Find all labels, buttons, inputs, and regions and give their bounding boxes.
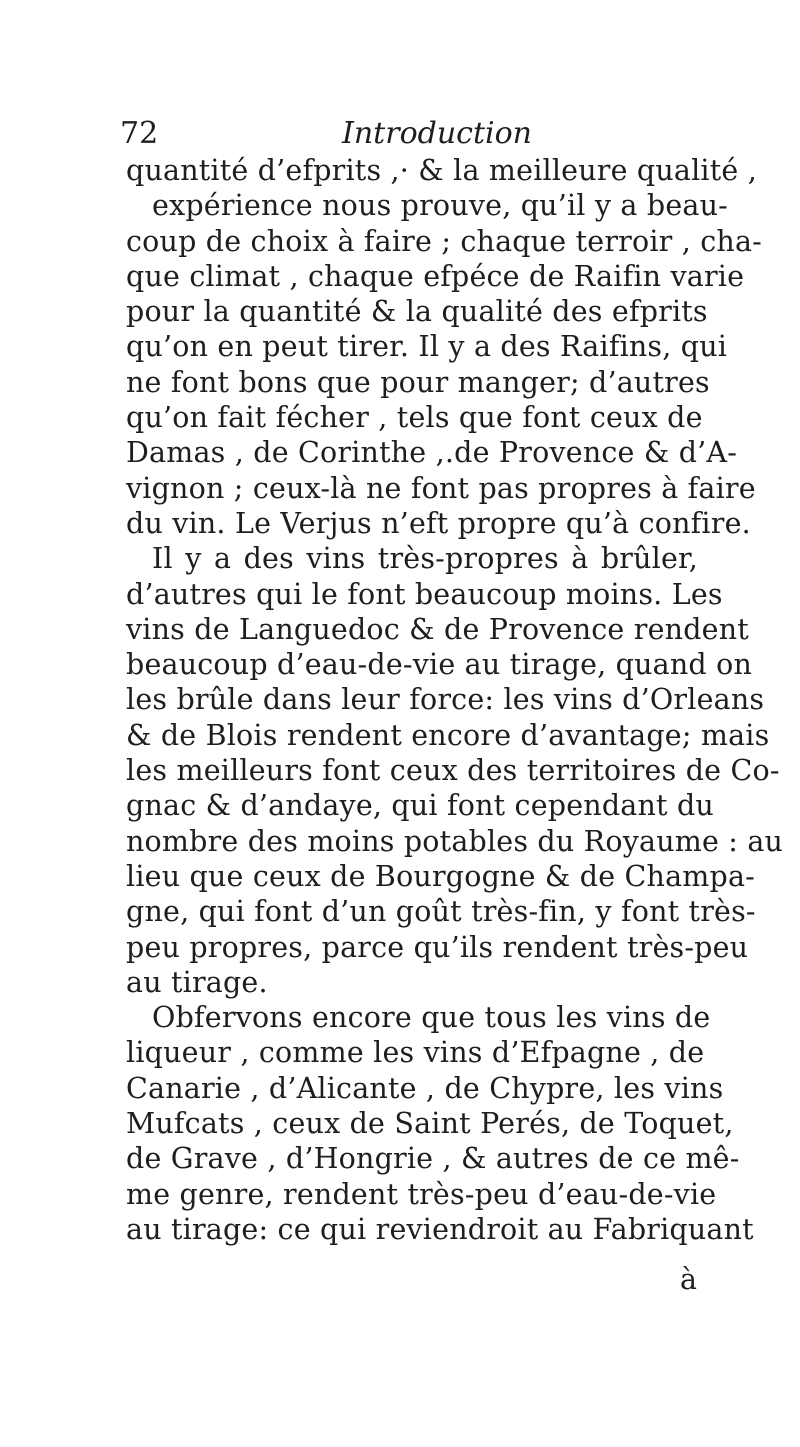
text-line: pour la quantité & la qualité des efprits xyxy=(126,295,708,329)
text-line: les brûle dans leur force: les vins d’Orleans xyxy=(126,683,765,717)
text-line: que climat , chaque efpéce de Raifin varie xyxy=(126,259,745,293)
text-line: les meilleurs font ceux des territoires de Co- xyxy=(126,754,780,788)
text-line: d’autres qui le font beaucoup moins. Les xyxy=(126,577,723,611)
text-line: qu’on en peut tirer. Il y a des Raifins, qui xyxy=(126,330,728,364)
text-line: vignon ; ceux-là ne font pas propres à faire xyxy=(126,471,756,505)
text-line: coup de choix à faire ; chaque terroir , cha- xyxy=(126,224,762,258)
page-number: 72 xyxy=(120,116,159,151)
text-line: du vin. Le Verjus n’eft propre qu’à confire. xyxy=(126,506,751,540)
text-line: & de Blois rendent encore d’avantage; mais xyxy=(126,718,770,752)
running-head xyxy=(120,112,700,156)
text-line: vins de Languedoc & de Provence rendent xyxy=(126,612,749,646)
text-line: Damas , de Corinthe ,.de Provence & d’A- xyxy=(126,436,738,470)
text-line: quantité d’efprits ,· & la meilleure qualité , xyxy=(126,154,757,187)
text-line: ne font bons que pour manger; d’autres xyxy=(126,365,710,399)
text-line: Canarie , d’Alicante , de Chypre, les vins xyxy=(126,1071,724,1105)
text-line: beaucoup d’eau-de-vie au tirage, quand on xyxy=(126,648,753,682)
text-line: me genre, rendent très-peu d’eau-de-vie xyxy=(126,1177,717,1211)
text-line: de Grave , d’Hongrie , & autres de ce mê- xyxy=(126,1142,740,1176)
text-line: expérience nous prouve, qu’il y a beau- xyxy=(152,189,728,223)
text-line: nombre des moins potables du Royaume : au xyxy=(126,824,784,858)
body-text xyxy=(126,153,784,1247)
text-line: Mufcats , ceux de Saint Perés, de Toquet, xyxy=(126,1107,734,1141)
catchword: à xyxy=(680,1263,697,1296)
text-line: qu’on fait fécher , tels que font ceux de xyxy=(126,401,703,435)
text-line: au tirage: ce qui reviendroit au Fabriquant xyxy=(126,1212,754,1246)
text-line: au tirage. xyxy=(126,965,268,999)
text-line: gne, qui font d’un goût très-fin, y font très- xyxy=(126,895,756,929)
text-line: peu propres, parce qu’ils rendent très-peu xyxy=(126,930,749,964)
text-line: Obfervons encore que tous les vins de xyxy=(152,1001,711,1035)
text-line: Il y a des vins très-propres à brûler, xyxy=(152,542,698,576)
text-line: gnac & d’andaye, qui font cependant du xyxy=(126,789,714,823)
running-title: Introduction xyxy=(342,116,532,151)
text-line: liqueur , comme les vins d’Efpagne , de xyxy=(126,1036,705,1070)
text-line: lieu que ceux de Bourgogne & de Champa- xyxy=(126,859,755,893)
